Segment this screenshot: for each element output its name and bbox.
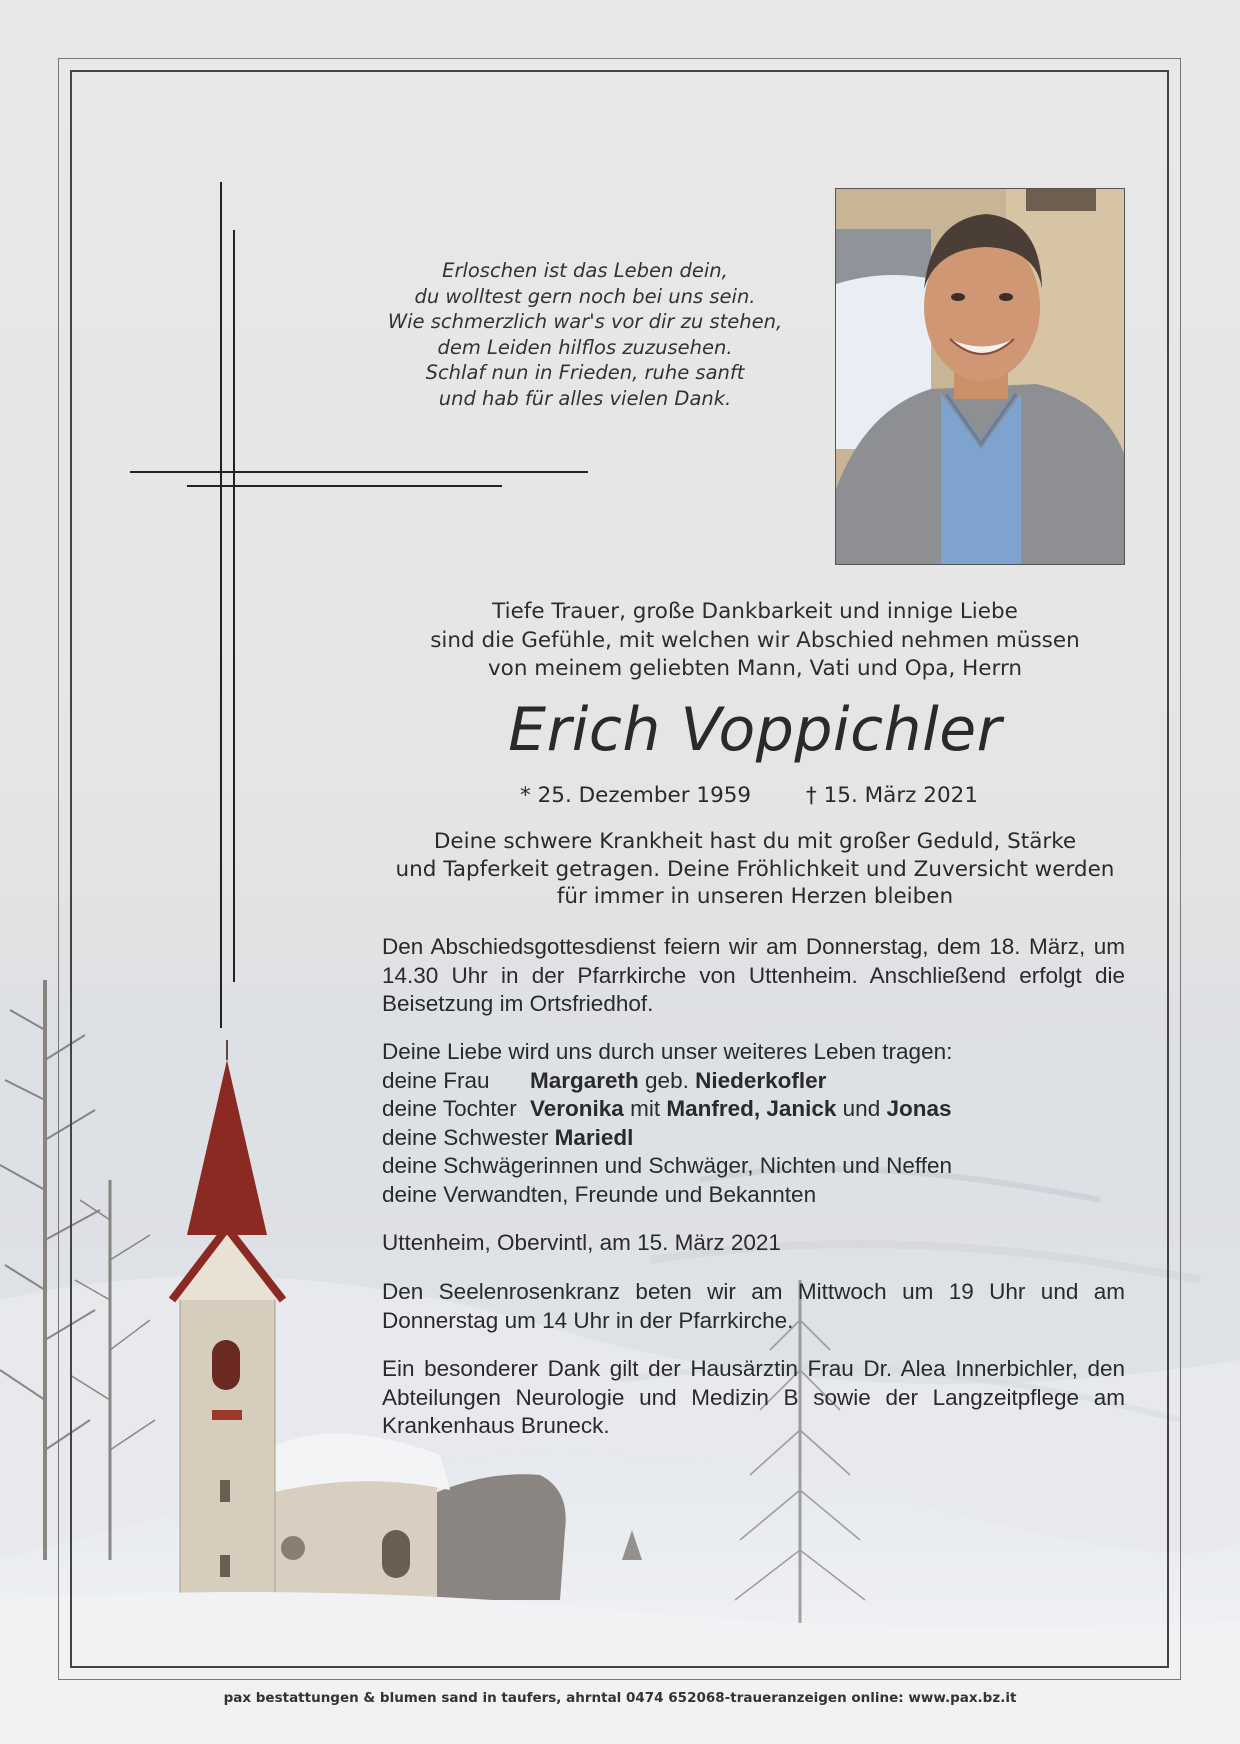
death-date: † 15. März 2021 xyxy=(806,783,979,808)
thanks-text xyxy=(382,1355,1125,1441)
portrait-photo xyxy=(835,188,1125,565)
relation-label: deine Schwester xyxy=(382,1124,549,1150)
birth-date: * 25. Dezember 1959 xyxy=(520,783,752,808)
daughter-name: Veronika xyxy=(530,1096,624,1121)
poem-line: Schlaf nun in Frieden, ruhe sanft xyxy=(425,361,745,385)
grandchild-name: Jonas xyxy=(886,1096,952,1121)
poem-line: du wolltest gern noch bei uns sein. xyxy=(414,284,756,308)
geb-label: geb. xyxy=(645,1067,689,1093)
deceased-name: Erich Voppichler xyxy=(508,695,1002,765)
rosary-line: Donnerstag um 14 Uhr in der Pfarrkirche. xyxy=(382,1307,794,1333)
memorial-poem xyxy=(360,258,810,412)
tribute-line: Deine schwere Krankheit hast du mit großer Geduld, Stärke xyxy=(433,829,1077,854)
announcement-intro xyxy=(380,598,1130,684)
family-sister xyxy=(382,1124,1125,1153)
mit-label: mit xyxy=(630,1096,661,1121)
poem-line: dem Leiden hilflos zuzusehen. xyxy=(437,335,733,359)
life-dates xyxy=(520,782,1020,810)
poem-line: und hab für alles vielen Dank. xyxy=(438,386,732,410)
poem-line: Wie schmerzlich war's vor dir zu stehen, xyxy=(387,310,783,334)
thanks-line: Ein besonderer Dank gilt der Hausärztin Frau Dr. Alea Innerbichler, den xyxy=(382,1356,1125,1381)
relation-label: deine Tochter xyxy=(382,1096,517,1121)
place-and-date: Uttenheim, Obervintl, am 15. März 2021 xyxy=(382,1230,781,1255)
thanks-line: Abteilungen Neurologie und Medizin B sowie der Langzeitpflege am xyxy=(382,1384,1125,1410)
family-relatives: deine Verwandten, Freunde und Bekannten xyxy=(382,1181,817,1207)
family-daughter xyxy=(382,1095,1125,1124)
thanks-line: Krankenhaus Bruneck. xyxy=(382,1413,610,1438)
rosary-line: Den Seelenrosenkranz beten wir am Mittwoch um 19 Uhr und am xyxy=(382,1279,1125,1304)
und-label: und xyxy=(842,1096,881,1121)
family-intro: Deine Liebe wird uns durch unser weiteres Leben tragen: xyxy=(382,1039,953,1064)
poem-line: Erloschen ist das Leben dein, xyxy=(442,259,728,282)
funeral-service-text xyxy=(382,933,1125,1019)
tribute-line: und Tapferkeit getragen. Deine Fröhlichkeit und Zuversicht werden xyxy=(395,856,1115,882)
footer-contact: pax bestattungen & blumen sand in taufers, ahrntal 0474 652068-traueranzeigen online: www.pax.bz.it xyxy=(223,1690,1017,1706)
wife-maiden-name: Niederkofler xyxy=(695,1067,827,1093)
service-line: 14.30 Uhr in der Pfarrkirche von Uttenheim. Anschließend erfolgt die xyxy=(382,962,1125,988)
intro-line: Tiefe Trauer, große Dankbarkeit und innige Liebe xyxy=(492,599,1018,624)
rosary-text xyxy=(382,1278,1125,1335)
tribute-text xyxy=(380,828,1130,911)
partner-names: Manfred, Janick xyxy=(666,1096,837,1121)
intro-line: sind die Gefühle, mit welchen wir Abschied nehmen müssen xyxy=(430,627,1080,653)
relation-label: deine Frau xyxy=(382,1067,490,1093)
family-inlaws: deine Schwägerinnen und Schwäger, Nichten und Neffen xyxy=(382,1153,952,1178)
sister-name: Mariedl xyxy=(554,1124,634,1150)
intro-line: von meinem geliebten Mann, Vati und Opa, Herrn xyxy=(487,656,1023,681)
family-wife xyxy=(382,1067,1125,1096)
wife-name: Margareth xyxy=(530,1067,639,1093)
service-line: Beisetzung im Ortsfriedhof. xyxy=(382,991,654,1016)
tribute-line: für immer in unseren Herzen bleiben xyxy=(556,884,954,909)
service-line: Den Abschiedsgottesdienst feiern wir am Donnerstag, dem 18. März, um xyxy=(382,934,1125,959)
family-list xyxy=(382,1038,1125,1209)
